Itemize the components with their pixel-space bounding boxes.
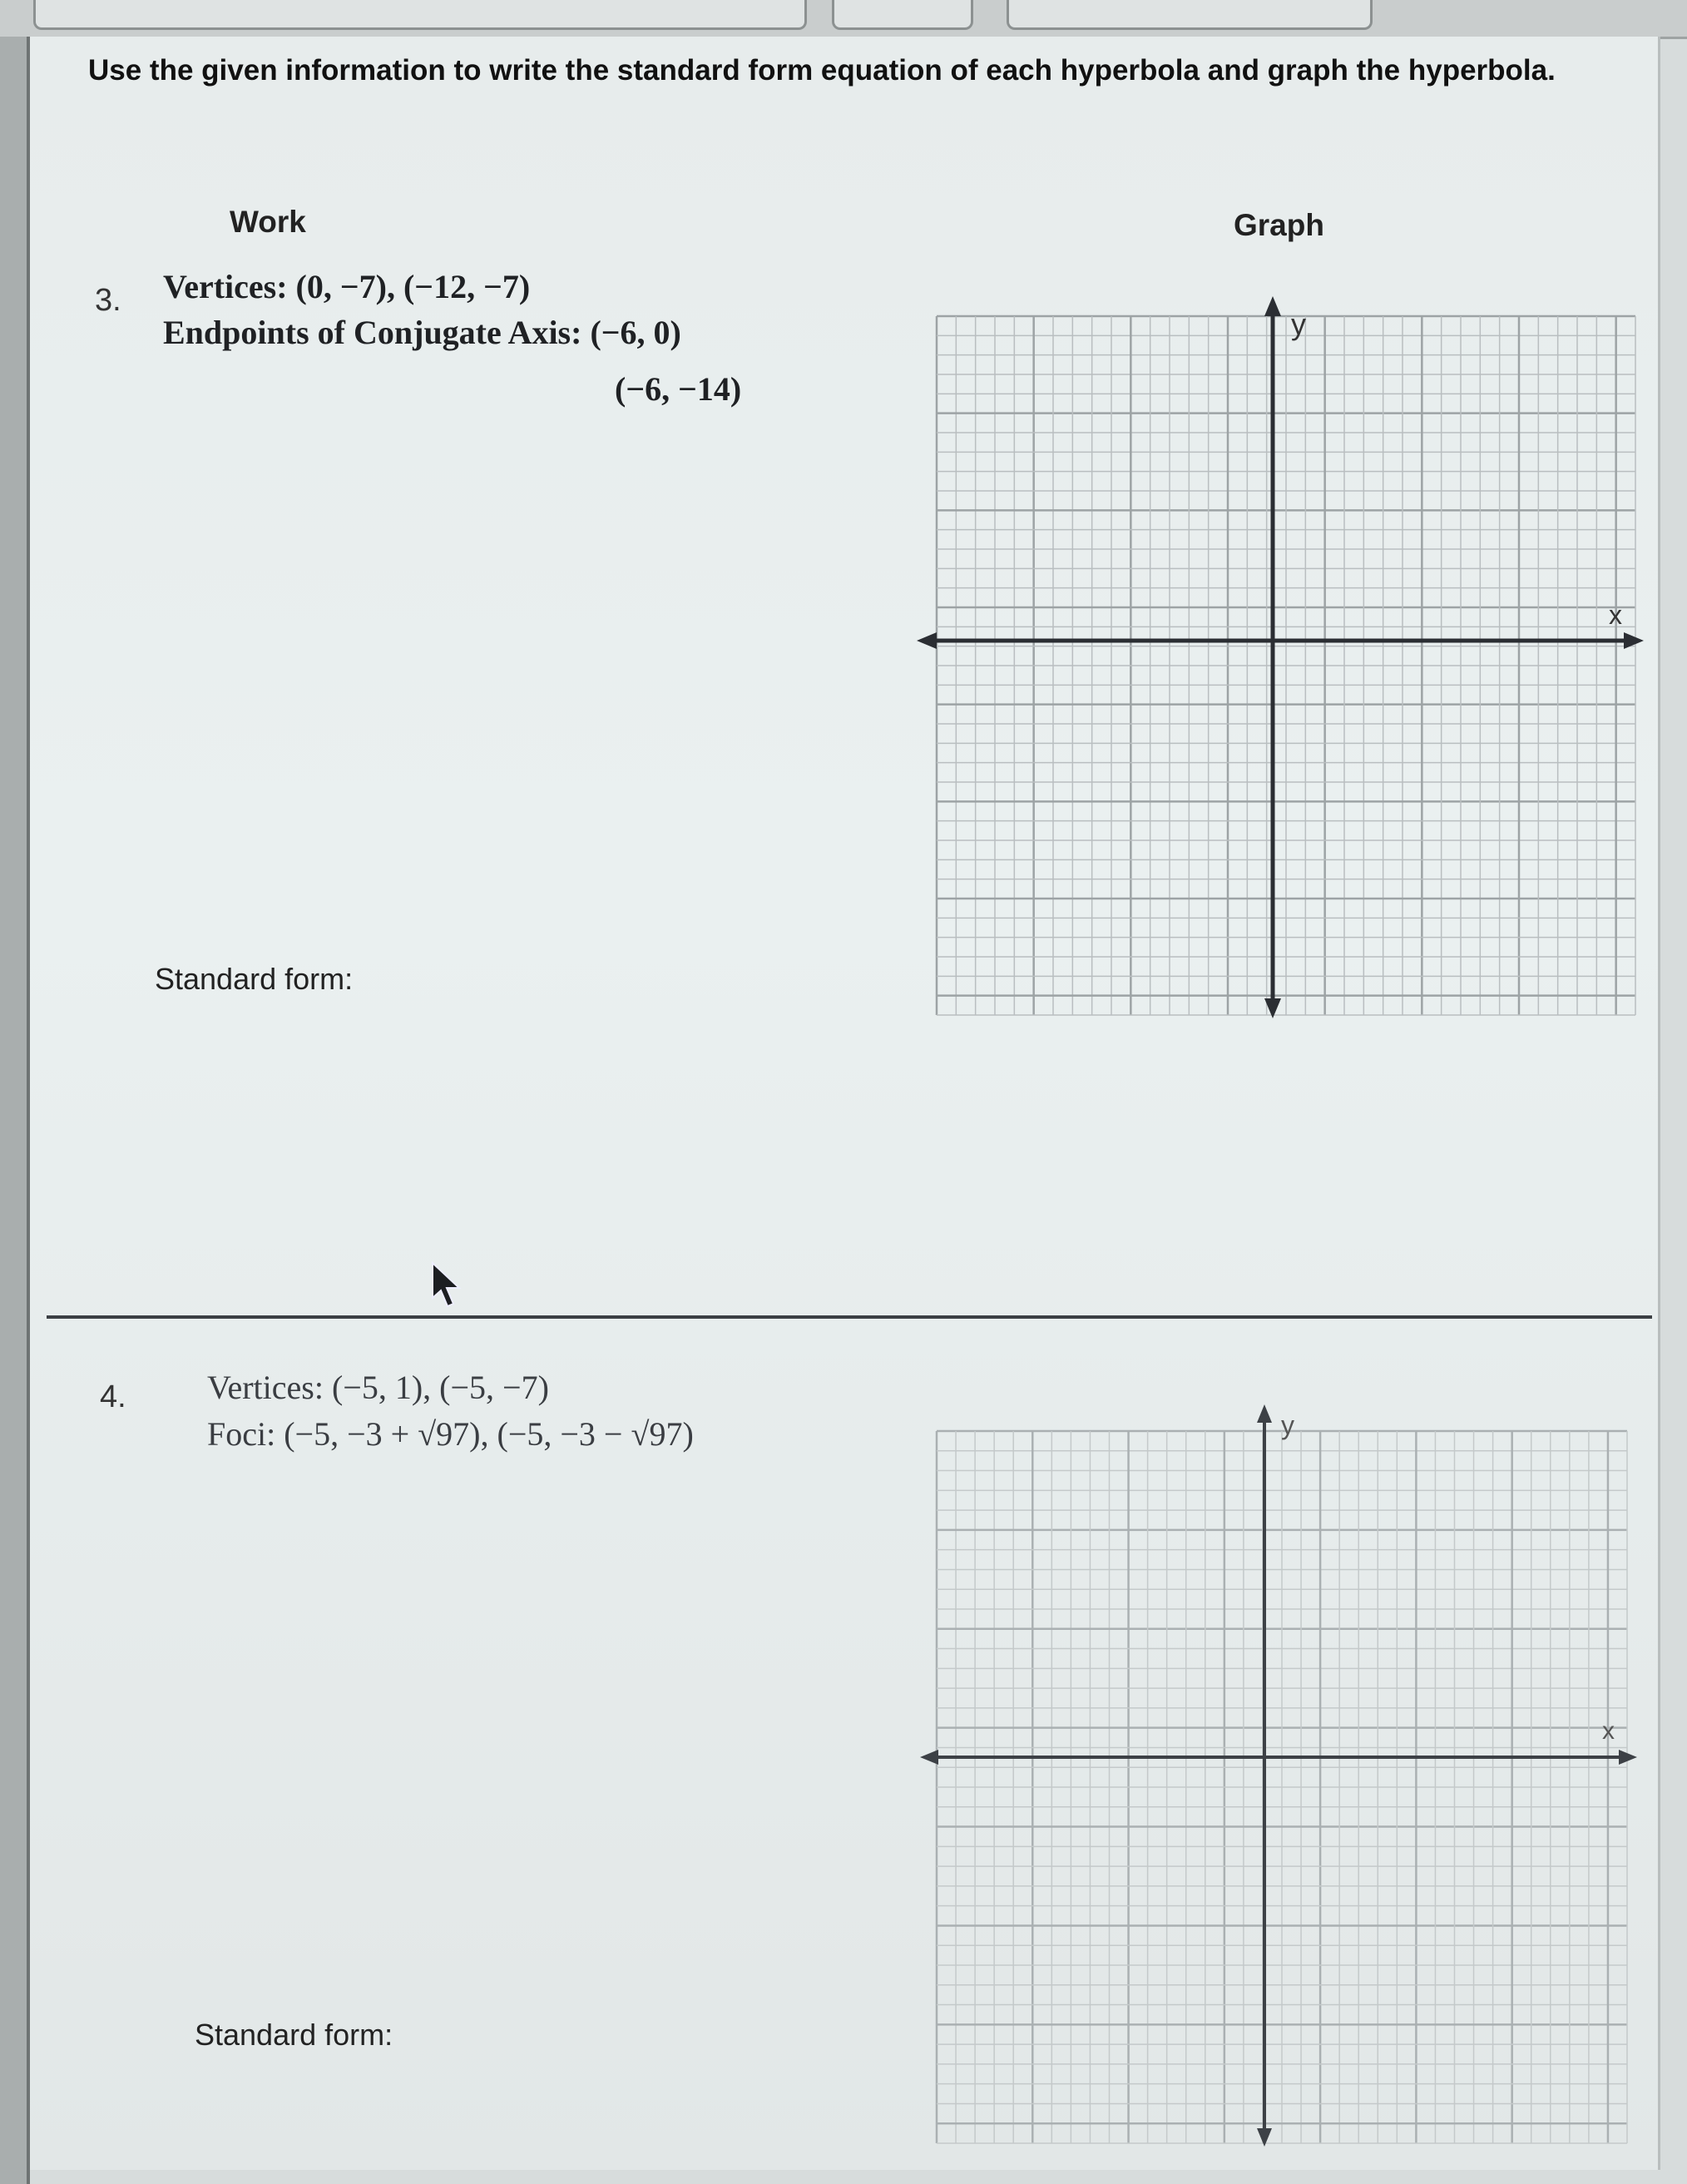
problem-4-number: 4. xyxy=(100,1379,126,1414)
x-axis-right-arrow-icon xyxy=(1619,1750,1637,1765)
problem-3-number: 3. xyxy=(95,283,121,318)
problem-3-conjugate-axis-endpoint-2: (−6, −14) xyxy=(615,370,742,408)
problem-4-graph[interactable] xyxy=(912,1398,1644,2160)
x-axis-left-arrow-icon xyxy=(920,1750,938,1765)
work-column-heading: Work xyxy=(230,205,306,239)
toolbar-tab-middle[interactable] xyxy=(832,0,973,30)
problem-divider xyxy=(47,1315,1652,1319)
problem-4-foci: Foci: (−5, −3 + √97), (−5, −3 − √97) xyxy=(207,1415,694,1453)
problem-3-y-axis-label: y xyxy=(1291,307,1306,341)
mouse-cursor-icon xyxy=(431,1261,464,1315)
problem-3-x-axis-label: x xyxy=(1609,600,1622,630)
graph-column-heading: Graph xyxy=(1234,208,1324,242)
problem-4-standard-form-label: Standard form: xyxy=(195,2018,393,2052)
problem-4-x-axis-label: x xyxy=(1602,1717,1615,1745)
problem-4-y-axis-label: y xyxy=(1281,1410,1294,1440)
problem-3-conjugate-axis-endpoint-1: Endpoints of Conjugate Axis: (−6, 0) xyxy=(163,314,681,351)
x-axis-left-arrow-icon xyxy=(917,632,937,649)
problem-4-y-axis xyxy=(1257,1404,1272,2147)
toolbar-tab-left[interactable] xyxy=(33,0,807,30)
problem-3-graph[interactable] xyxy=(912,291,1644,1023)
worksheet-page xyxy=(30,37,1660,2170)
problem-3-standard-form-label: Standard form: xyxy=(155,962,354,996)
problem-4-x-axis xyxy=(920,1750,1637,1765)
problem-3-grid xyxy=(937,316,1635,1015)
instructions: Use the given information to write the standard form equation of each hyperbola and graph the hyperbola. xyxy=(88,54,1556,87)
toolbar-tab-right[interactable] xyxy=(1007,0,1373,30)
y-axis-up-arrow-icon xyxy=(1257,1404,1272,1423)
problem-3-vertices: Vertices: (0, −7), (−12, −7) xyxy=(163,268,531,305)
problem-4-grid xyxy=(937,1431,1627,2143)
y-axis-up-arrow-icon xyxy=(1264,296,1281,316)
left-window-edge xyxy=(0,37,30,2184)
problem-4-vertices: Vertices: (−5, 1), (−5, −7) xyxy=(207,1369,549,1406)
top-toolbar-strip xyxy=(0,0,1687,39)
